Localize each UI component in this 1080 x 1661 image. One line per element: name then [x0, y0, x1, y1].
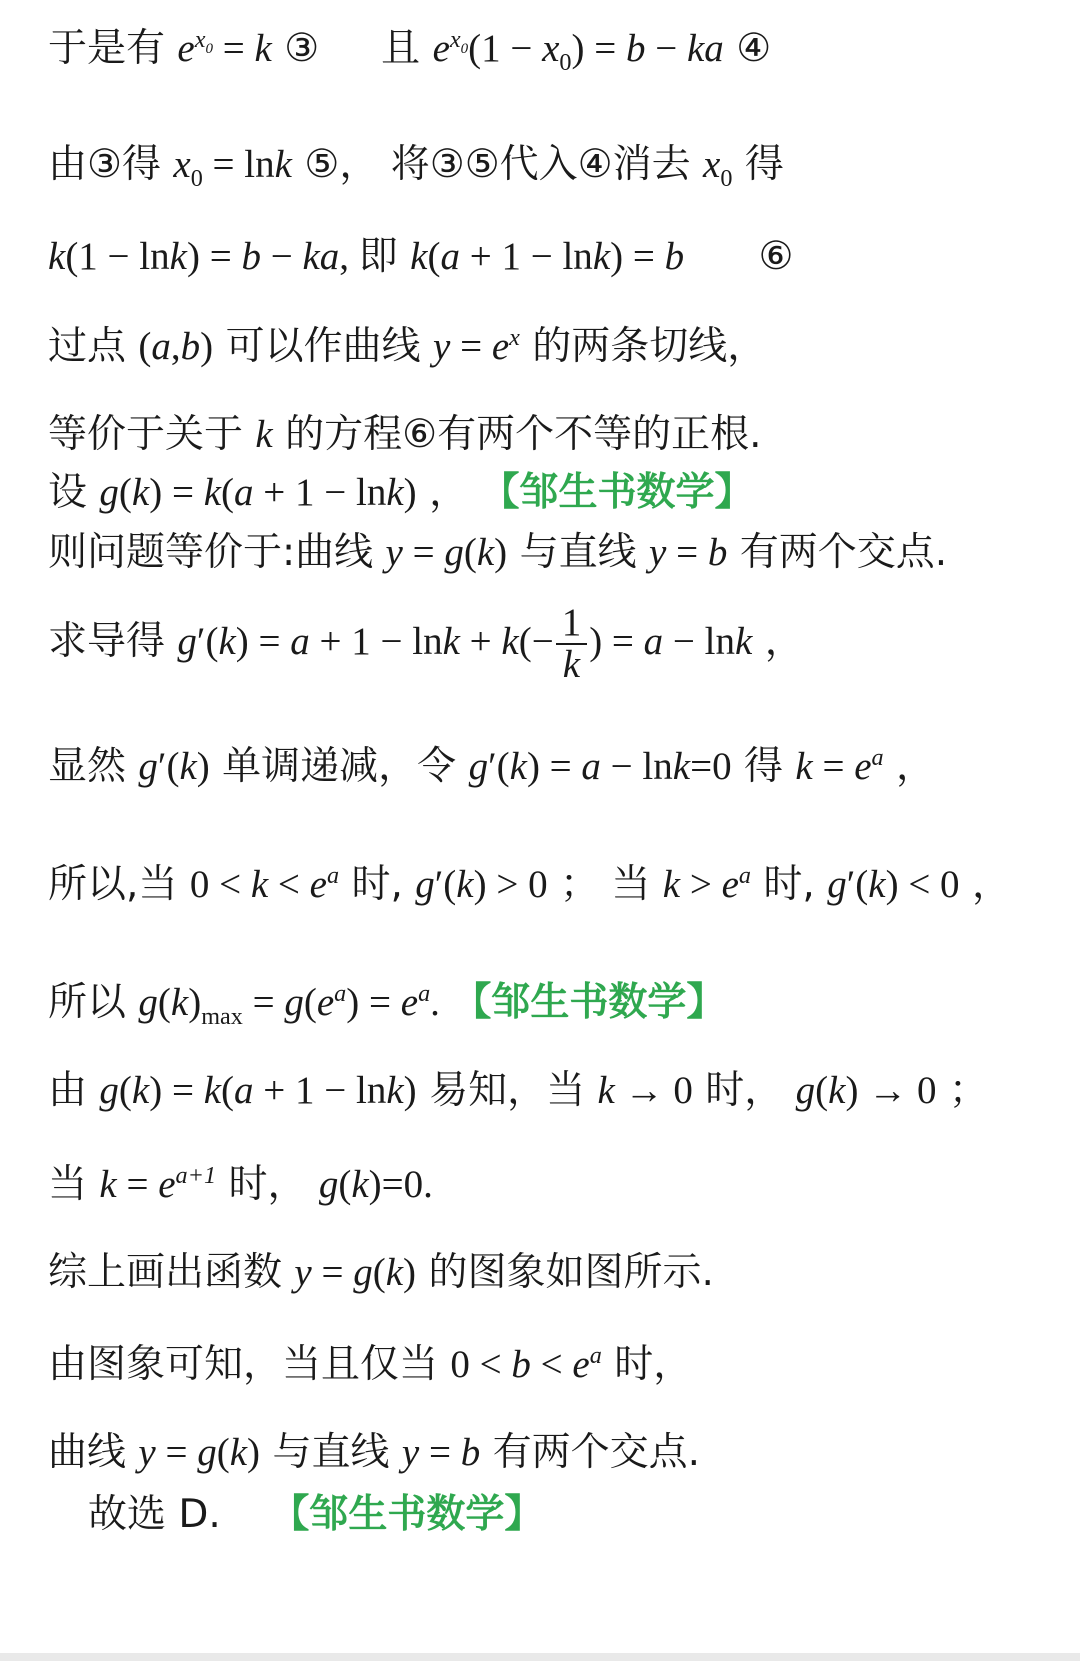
- text-line-15: 由图象可知，当且仅当 $0 < b < e^a$ 时，: [48, 1342, 693, 1387]
- text: 时，: [614, 1342, 693, 1387]
- text: 时,: [763, 862, 815, 907]
- watermark-tag: 【邹生书数学】: [452, 980, 726, 1025]
- text: 由图象可知，当且仅当: [48, 1342, 439, 1387]
- equation-line-8: 求导得 g′(k) = a + 1 − lnk + k(− $\frac{1}{k}$ ) = a − lnk ，: [48, 601, 804, 686]
- answer-line: [88, 1490, 1060, 1540]
- text-line-4: 过点 (a,b) 可以作曲线 $y = e^x$ 的两条切线，: [48, 324, 767, 369]
- text-line-14: 综上画出函数 y = g(k) 的图象如图所示.: [48, 1250, 714, 1295]
- circled-label: ④: [736, 27, 772, 70]
- text: 由: [48, 1068, 88, 1113]
- text: ； 当: [559, 862, 651, 907]
- text: 曲线: [48, 1430, 127, 1475]
- text: 与直线: [272, 1430, 390, 1475]
- text: 有两个交点.: [492, 1430, 700, 1475]
- text: 且: [381, 26, 421, 71]
- text: 的方程⑥有两个不等的正根.: [285, 412, 762, 457]
- text: 与直线: [519, 530, 637, 575]
- text: 综上画出函数: [48, 1250, 283, 1295]
- text: 求导得: [48, 619, 166, 664]
- text: 将③⑤代入④消去: [390, 142, 691, 187]
- text: 的两条切线，: [532, 324, 767, 369]
- text: 当: [48, 1162, 88, 1207]
- text-line-7: 则问题等价于:曲线 y = g(k) 与直线 y = b 有两个交点.: [48, 530, 948, 575]
- text: 单调递减，令: [222, 744, 457, 789]
- text: 时，: [705, 1068, 784, 1113]
- text: 得: [743, 744, 783, 789]
- equation-line-9: 显然 g′(k) 单调递减，令 g′(k) = a − lnk=0 得 $k = e^a$ ，: [48, 744, 936, 789]
- equation-line-10: 所以,当 $0 < k < e^a$ 时, g′(k) > 0 ； 当 $k > e^a$ 时, g′(k) < 0 ，: [48, 862, 1011, 907]
- text: 易知，当: [429, 1068, 586, 1113]
- text: 的图象如图所示.: [428, 1250, 714, 1295]
- circled-label: ⑥: [758, 235, 794, 278]
- text: 得: [744, 142, 784, 187]
- text: ，: [971, 862, 1011, 907]
- text: 可以作曲线: [225, 324, 421, 369]
- text: 所以: [48, 980, 127, 1025]
- equation-line-11: 所以 $g(k)_{max} = g(e^a) = e^a$. 【邹生书数学】: [48, 980, 726, 1030]
- circled-label: ⑤: [304, 143, 340, 186]
- equation-line-13: 当 $k = e^{a+1}$ 时， g(k)=0.: [48, 1162, 433, 1207]
- circled-label: ③: [284, 27, 320, 70]
- text: .: [423, 1163, 433, 1206]
- text-line-16: 曲线 y = g(k) 与直线 y = b 有两个交点.: [48, 1430, 700, 1475]
- text: 由③得: [48, 142, 161, 187]
- equation-line-3: k(1 − lnk) = b − ka, 即 k(a + 1 − lnk) = b ⑥: [48, 234, 794, 279]
- bottom-divider: [0, 1653, 1080, 1661]
- text: 过点: [48, 324, 127, 369]
- text: 设: [48, 470, 88, 515]
- text: ，: [429, 470, 469, 515]
- equation-line-1: 于是有 $e^{x_0} = k$ ③ 且 $e^{x_0}(1 - x_0) = b$ − ka ④: [48, 26, 772, 76]
- text: 则问题等价于:曲线: [48, 530, 374, 575]
- equation-line-12: 由 g(k) = k(a + 1 − lnk) 易知，当 k → 0 时， g(k) → 0 ；: [48, 1068, 988, 1113]
- watermark-tag: 【邹生书数学】: [480, 470, 754, 515]
- text-line-6: 设 g(k) = k(a + 1 − lnk) ， 【邹生书数学】: [48, 470, 754, 515]
- text-line-5: 等价于关于 k 的方程⑥有两个不等的正根.: [48, 412, 762, 457]
- text: 即: [358, 234, 398, 279]
- text: ，: [896, 744, 936, 789]
- text: 显然: [48, 744, 127, 789]
- text: 时，: [228, 1162, 307, 1207]
- equation-line-2: 由③得 $x_0 = \ln k$ ⑤， 将③⑤代入④消去 $x_0$ 得: [48, 142, 784, 192]
- text: 于是有: [48, 26, 166, 71]
- text: 等价于关于: [48, 412, 244, 457]
- text: 有两个交点.: [739, 530, 948, 575]
- watermark-tag: 【邹生书数学】: [270, 1492, 544, 1537]
- text: 时,: [351, 862, 403, 907]
- answer-text: 故选 D.: [88, 1492, 221, 1537]
- text: ；: [948, 1068, 988, 1113]
- text: ，: [764, 619, 804, 664]
- text: 所以,当: [48, 862, 178, 907]
